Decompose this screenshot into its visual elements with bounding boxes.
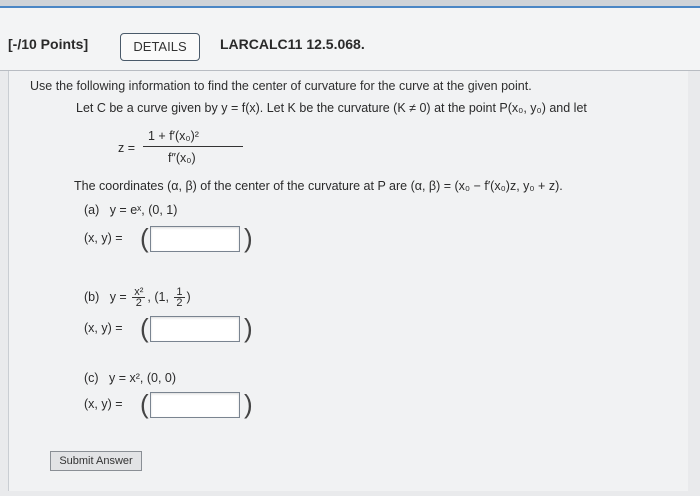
part-b-point-prefix: , (1, <box>147 289 169 304</box>
part-c-prompt <box>84 371 176 385</box>
part-b-answer-input[interactable] <box>150 316 240 342</box>
part-b-open-paren: ( <box>140 313 149 343</box>
part-b-eq-den: 2 <box>135 297 142 309</box>
part-a-close-paren: ) <box>244 223 253 253</box>
content-left-border <box>8 71 9 491</box>
part-a-answer-input[interactable] <box>150 226 240 252</box>
part-c-open-paren: ( <box>140 389 149 419</box>
part-a-open-paren: ( <box>140 223 149 253</box>
points-label: [-/10 Points] <box>8 36 89 52</box>
details-button[interactable]: DETAILS <box>120 33 200 61</box>
part-c-close-paren: ) <box>244 389 253 419</box>
part-b-eq-num: x² <box>134 286 144 298</box>
part-b-label: (b) <box>84 289 100 304</box>
part-c-answer-input[interactable] <box>150 392 240 418</box>
question-body <box>8 71 688 491</box>
part-a-label: (a) <box>84 203 100 217</box>
question-intro: Use the following information to find the center of curvature for the curve at the given point. <box>30 79 532 93</box>
part-b-point-fraction <box>174 287 184 308</box>
z-denominator: f″(x₀) <box>168 151 196 165</box>
part-a-equation: y = eˣ, (0, 1) <box>109 203 178 217</box>
coordinates-formula: The coordinates (α, β) of the center of the curvature at P are (α, β) = (x₀ − f′(x₀)z, y₀ + z). <box>74 179 563 193</box>
part-b-eq-fraction <box>132 287 145 308</box>
part-a-answer-label: (x, y) = <box>84 231 123 245</box>
part-b-point-suffix: ) <box>186 289 191 304</box>
z-numerator: 1 + f′(x₀)² <box>148 129 199 143</box>
part-b-prompt <box>84 287 191 308</box>
part-b-point-num: 1 <box>176 286 183 298</box>
part-c-answer-label: (x, y) = <box>84 397 123 411</box>
part-b-answer-label: (x, y) = <box>84 321 123 335</box>
fraction-bar <box>143 146 243 147</box>
part-c-equation: y = x², (0, 0) <box>109 371 177 385</box>
part-a-prompt <box>84 203 177 217</box>
part-b-close-paren: ) <box>244 313 253 343</box>
part-b-point-den: 2 <box>176 297 183 309</box>
part-b-eq-prefix: y = <box>109 289 127 304</box>
question-header <box>0 8 700 70</box>
part-c-label: (c) <box>84 371 99 385</box>
problem-id: LARCALC11 12.5.068. <box>220 36 365 52</box>
question-given: Let C be a curve given by y = f(x). Let K be the curvature (K ≠ 0) at the point P(x₀, y₀) and let <box>76 101 587 115</box>
z-label: z = <box>118 141 136 155</box>
submit-answer-button[interactable]: Submit Answer <box>50 451 142 471</box>
